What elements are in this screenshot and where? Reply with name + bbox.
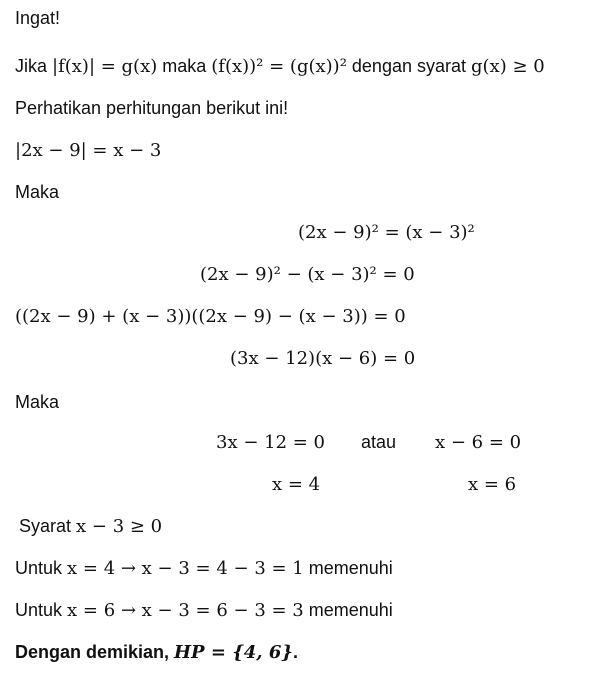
final-text: Dengan demikian, <box>15 642 175 662</box>
equation-step-2: (2x − 9)² − (x − 3)² = 0 <box>200 264 415 285</box>
final-end: . <box>292 642 298 662</box>
maka-label-2: Maka <box>15 392 60 412</box>
solution-atau: atau <box>361 432 397 452</box>
syarat-text: Syarat <box>19 516 77 536</box>
syarat-line <box>19 516 162 537</box>
check-x6-text: Untuk <box>15 600 68 620</box>
final-answer <box>15 642 298 663</box>
result-right: x = 6 <box>468 474 517 495</box>
intro-heading: Ingat! <box>15 8 61 28</box>
syarat-math: x − 3 ≥ 0 <box>76 516 163 537</box>
check-x6-math: x = 6 → x − 3 = 6 − 3 = 3 <box>67 600 304 621</box>
problem-equation: |2x − 9| = x − 3 <box>15 140 162 161</box>
maka-label-1: Maka <box>15 182 60 202</box>
rule-text-3: dengan syarat <box>346 56 471 76</box>
final-math: HP = {4, 6} <box>174 642 293 663</box>
check-x4-math: x = 4 → x − 3 = 4 − 3 = 1 <box>67 558 304 579</box>
rule-math-2: (f(x))² = (g(x))² <box>211 56 347 77</box>
rule-text-2: maka <box>157 56 212 76</box>
equation-step-4: (3x − 12)(x − 6) = 0 <box>230 348 416 369</box>
rule-math-3: g(x) ≥ 0 <box>471 56 545 77</box>
solution-right: x − 6 = 0 <box>435 432 522 453</box>
rule-math-1: |f(x)| = g(x) <box>52 56 158 77</box>
check-x4-text: Untuk <box>15 558 68 578</box>
equation-step-1: (2x − 9)² = (x − 3)² <box>298 222 475 243</box>
check-x6 <box>15 600 393 621</box>
check-x6-end: memenuhi <box>303 600 393 620</box>
result-left: x = 4 <box>272 474 321 495</box>
check-x4 <box>15 558 393 579</box>
rule-statement <box>15 56 545 77</box>
solution-left: 3x − 12 = 0 <box>216 432 326 453</box>
check-x4-end: memenuhi <box>303 558 393 578</box>
rule-text-1: Jika <box>15 56 53 76</box>
instruction: Perhatikan perhitungan berikut ini! <box>15 98 289 118</box>
equation-step-3: ((2x − 9) + (x − 3))((2x − 9) − (x − 3)) = 0 <box>15 306 406 327</box>
